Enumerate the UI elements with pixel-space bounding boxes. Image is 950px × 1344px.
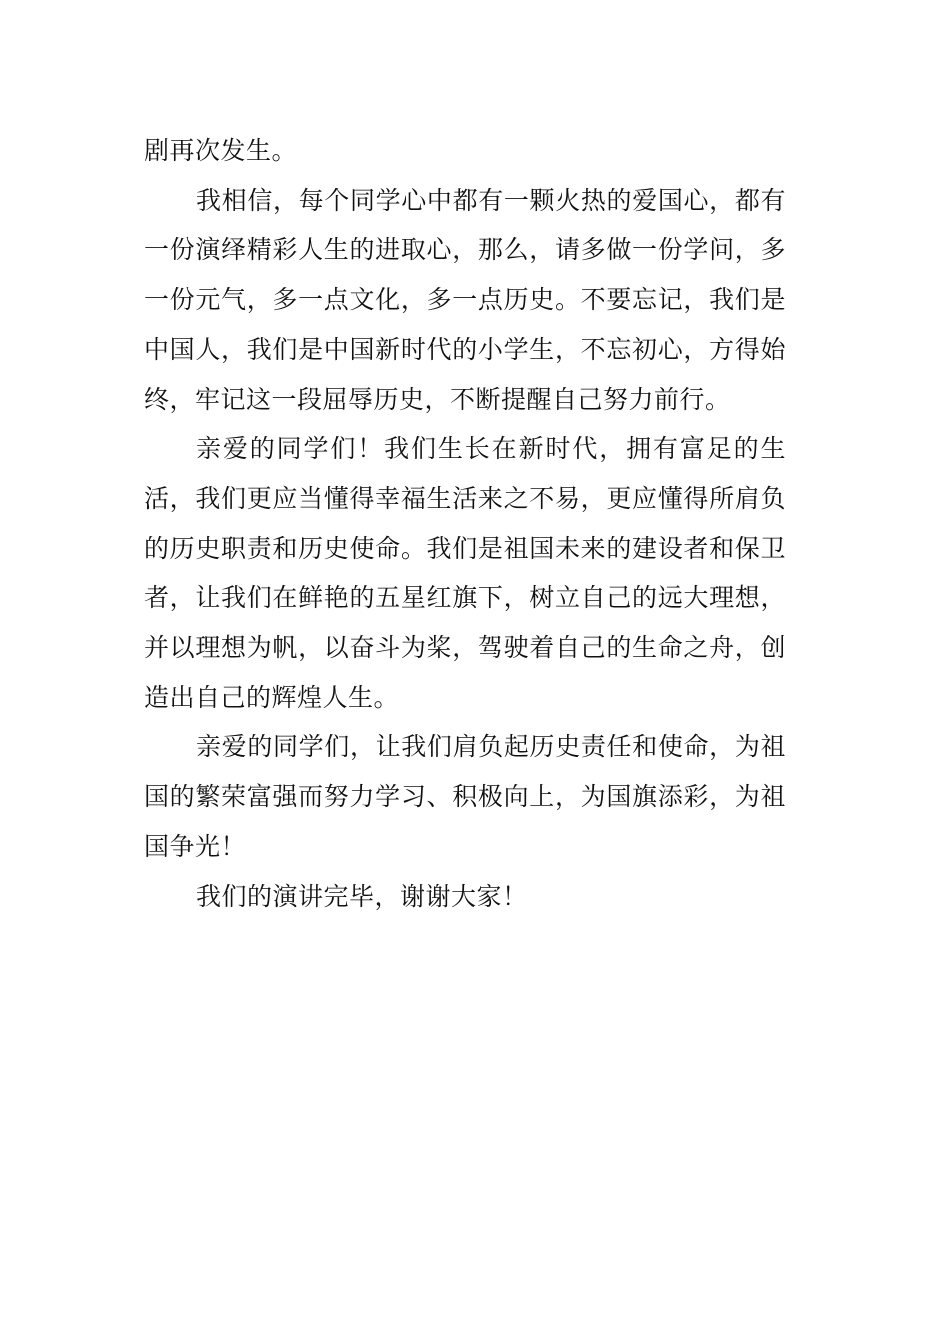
paragraph-continued: 剧再次发生。 <box>144 136 298 165</box>
paragraph-closing: 我们的演讲完毕，谢谢大家！ <box>196 881 528 911</box>
paragraph: 亲爱的同学们！我们生长在新时代，拥有富足的生活，我们更应当懂得幸福生活来之不易，更应懂得所肩负的历史职责和历史使命。我们是祖国未来的建设者和保卫者，让我们在鲜艳的五星红旗下，树立自己的远大理想，并以理想为帆，以奋斗为桨，驾驶着自己的生命之舟，创造出自己的辉煌人生。 <box>144 434 786 712</box>
paragraph: 我相信，每个同学心中都有一颗火热的爱国心，都有一份演绎精彩人生的进取心，那么，请多做一份学问，多一份元气，多一点文化，多一点历史。不要忘记，我们是中国人，我们是中国新时代的小学生，不忘初心，方得始终，牢记这一段屈辱历史，不断提醒自己努力前行。 <box>144 185 786 414</box>
speech-text <box>144 126 786 921</box>
paragraph: 亲爱的同学们，让我们肩负起历史责任和使命，为祖国的繁荣富强而努力学习、积极向上，为国旗添彩，为祖国争光！ <box>144 732 786 861</box>
